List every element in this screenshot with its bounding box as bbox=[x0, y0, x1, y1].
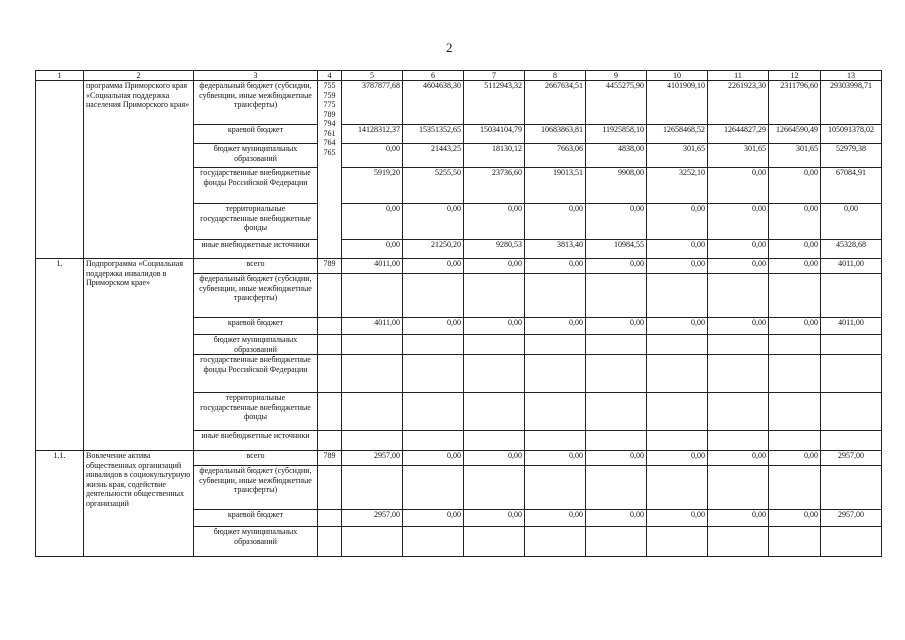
header-cell: 11 bbox=[708, 71, 769, 81]
value-cell bbox=[708, 355, 769, 393]
value-cell bbox=[769, 355, 821, 393]
value-cell bbox=[769, 274, 821, 318]
value-cell bbox=[464, 355, 525, 393]
value-cell bbox=[342, 527, 403, 557]
value-cell bbox=[586, 335, 647, 355]
value-cell: 0,00 bbox=[708, 451, 769, 466]
value-cell: 2957,00 bbox=[342, 510, 403, 527]
value-cell bbox=[342, 274, 403, 318]
value-cell: 0,00 bbox=[708, 510, 769, 527]
value-cell: 0,00 bbox=[464, 451, 525, 466]
value-cell: 0,00 bbox=[464, 204, 525, 240]
header-cell: 1 bbox=[36, 71, 84, 81]
value-cell: 5255,50 bbox=[403, 168, 464, 204]
value-cell bbox=[342, 393, 403, 431]
funding-source: федеральный бюджет (субсидии, субвенции, иные межбюджетные трансферты) bbox=[194, 274, 318, 318]
budget-code bbox=[318, 466, 342, 510]
value-cell: 18130,12 bbox=[464, 144, 525, 168]
value-cell bbox=[586, 393, 647, 431]
value-cell bbox=[403, 393, 464, 431]
value-cell bbox=[525, 274, 586, 318]
value-cell: 7663,06 bbox=[525, 144, 586, 168]
value-cell bbox=[342, 355, 403, 393]
value-cell bbox=[708, 466, 769, 510]
value-cell bbox=[403, 274, 464, 318]
section-number: 1.1. bbox=[36, 451, 84, 557]
value-cell bbox=[708, 393, 769, 431]
value-cell: 0,00 bbox=[464, 259, 525, 274]
header-cell: 12 bbox=[769, 71, 821, 81]
value-cell bbox=[769, 466, 821, 510]
value-cell: 105091378,02 bbox=[821, 125, 882, 144]
value-cell: 4011,00 bbox=[821, 259, 882, 274]
value-cell bbox=[586, 274, 647, 318]
budget-code bbox=[318, 335, 342, 355]
value-cell: 0,00 bbox=[586, 451, 647, 466]
value-cell bbox=[525, 431, 586, 451]
value-cell bbox=[403, 466, 464, 510]
value-cell: 10683863,81 bbox=[525, 125, 586, 144]
value-cell: 301,65 bbox=[708, 144, 769, 168]
value-cell: 0,00 bbox=[647, 204, 708, 240]
value-cell bbox=[525, 527, 586, 557]
table-row bbox=[36, 451, 882, 466]
header-cell: 10 bbox=[647, 71, 708, 81]
value-cell: 0,00 bbox=[647, 451, 708, 466]
budget-code bbox=[318, 527, 342, 557]
value-cell bbox=[708, 274, 769, 318]
value-cell: 12658468,52 bbox=[647, 125, 708, 144]
value-cell: 301,65 bbox=[769, 144, 821, 168]
value-cell bbox=[525, 393, 586, 431]
value-cell: 0,00 bbox=[342, 144, 403, 168]
value-cell: 0,00 bbox=[586, 318, 647, 335]
header-row bbox=[36, 71, 882, 81]
value-cell: 0,00 bbox=[647, 259, 708, 274]
value-cell: 0,00 bbox=[769, 240, 821, 259]
value-cell bbox=[769, 393, 821, 431]
value-cell: 12664590,49 bbox=[769, 125, 821, 144]
value-cell bbox=[647, 466, 708, 510]
value-cell: 5112943,32 bbox=[464, 81, 525, 125]
value-cell: 0,00 bbox=[342, 204, 403, 240]
table-row bbox=[36, 259, 882, 274]
funding-source: территориальные государственные внебюджетные фонды bbox=[194, 204, 318, 240]
value-cell bbox=[342, 431, 403, 451]
value-cell bbox=[586, 466, 647, 510]
value-cell: 14128312,37 bbox=[342, 125, 403, 144]
value-cell: 0,00 bbox=[403, 204, 464, 240]
value-cell: 0,00 bbox=[647, 318, 708, 335]
value-cell bbox=[708, 527, 769, 557]
table-row bbox=[36, 81, 882, 125]
value-cell bbox=[342, 335, 403, 355]
funding-source: бюджет муниципальных образований bbox=[194, 527, 318, 557]
value-cell bbox=[769, 335, 821, 355]
value-cell: 2667634,51 bbox=[525, 81, 586, 125]
value-cell: 0,00 bbox=[586, 204, 647, 240]
funding-source: краевой бюджет bbox=[194, 510, 318, 527]
header-cell: 9 bbox=[586, 71, 647, 81]
value-cell bbox=[464, 274, 525, 318]
value-cell bbox=[586, 527, 647, 557]
value-cell: 4011,00 bbox=[342, 318, 403, 335]
value-cell bbox=[586, 355, 647, 393]
header-cell: 6 bbox=[403, 71, 464, 81]
funding-source: государственные внебюджетные фонды Российской Федерации bbox=[194, 355, 318, 393]
value-cell: 0,00 bbox=[403, 510, 464, 527]
value-cell: 0,00 bbox=[525, 451, 586, 466]
value-cell: 3252,10 bbox=[647, 168, 708, 204]
value-cell: 4455275,90 bbox=[586, 81, 647, 125]
value-cell: 4838,00 bbox=[586, 144, 647, 168]
budget-code bbox=[318, 355, 342, 393]
value-cell: 4011,00 bbox=[821, 318, 882, 335]
value-cell: 67084,91 bbox=[821, 168, 882, 204]
budget-code bbox=[318, 431, 342, 451]
value-cell bbox=[821, 527, 882, 557]
value-cell: 2957,00 bbox=[342, 451, 403, 466]
funding-source: иные внебюджетные источники bbox=[194, 240, 318, 259]
value-cell bbox=[708, 335, 769, 355]
header-cell: 13 bbox=[821, 71, 882, 81]
value-cell bbox=[464, 431, 525, 451]
value-cell: 0,00 bbox=[821, 204, 882, 240]
value-cell: 9280,53 bbox=[464, 240, 525, 259]
funding-source: бюджет муниципальных образований bbox=[194, 335, 318, 355]
funding-source: федеральный бюджет (субсидии, субвенции, иные межбюджетные трансферты) bbox=[194, 81, 318, 125]
value-cell: 15351352,65 bbox=[403, 125, 464, 144]
value-cell: 0,00 bbox=[525, 318, 586, 335]
value-cell: 29303998,71 bbox=[821, 81, 882, 125]
value-cell bbox=[647, 355, 708, 393]
value-cell bbox=[647, 527, 708, 557]
value-cell: 0,00 bbox=[342, 240, 403, 259]
value-cell bbox=[821, 274, 882, 318]
value-cell bbox=[525, 335, 586, 355]
funding-source: всего bbox=[194, 259, 318, 274]
header-cell: 7 bbox=[464, 71, 525, 81]
value-cell bbox=[403, 431, 464, 451]
value-cell bbox=[647, 431, 708, 451]
value-cell: 2311796,60 bbox=[769, 81, 821, 125]
value-cell: 0,00 bbox=[708, 259, 769, 274]
value-cell: 52979,38 bbox=[821, 144, 882, 168]
value-cell: 0,00 bbox=[647, 240, 708, 259]
funding-source: краевой бюджет bbox=[194, 125, 318, 144]
value-cell: 0,00 bbox=[464, 318, 525, 335]
value-cell bbox=[586, 431, 647, 451]
section-name: Подпрограмма «Социальная поддержка инвалидов в Приморском крае» bbox=[84, 259, 194, 451]
value-cell: 0,00 bbox=[464, 510, 525, 527]
value-cell: 0,00 bbox=[586, 259, 647, 274]
value-cell bbox=[464, 335, 525, 355]
value-cell: 0,00 bbox=[708, 204, 769, 240]
value-cell bbox=[647, 335, 708, 355]
funding-source: иные внебюджетные источники bbox=[194, 431, 318, 451]
budget-code: 789 bbox=[318, 259, 342, 274]
value-cell bbox=[464, 466, 525, 510]
value-cell: 3787877,68 bbox=[342, 81, 403, 125]
value-cell: 2261923,30 bbox=[708, 81, 769, 125]
budget-code bbox=[318, 393, 342, 431]
section-name: программа Приморского края «Социальная поддержка населения Приморского края» bbox=[84, 81, 194, 259]
header-cell: 2 bbox=[84, 71, 194, 81]
value-cell: 0,00 bbox=[708, 240, 769, 259]
header-cell: 5 bbox=[342, 71, 403, 81]
value-cell: 11925858,10 bbox=[586, 125, 647, 144]
value-cell: 0,00 bbox=[525, 204, 586, 240]
value-cell bbox=[647, 393, 708, 431]
value-cell: 21443,25 bbox=[403, 144, 464, 168]
value-cell bbox=[403, 335, 464, 355]
budget-code bbox=[318, 318, 342, 335]
budget-codes: 755 759 775 789 794 761 764 765 bbox=[318, 81, 342, 259]
funding-source: бюджет муниципальных образований bbox=[194, 144, 318, 168]
section-number: 1. bbox=[36, 259, 84, 451]
value-cell bbox=[464, 393, 525, 431]
header-cell: 8 bbox=[525, 71, 586, 81]
value-cell bbox=[821, 355, 882, 393]
section-number bbox=[36, 81, 84, 259]
value-cell: 45328,68 bbox=[821, 240, 882, 259]
value-cell bbox=[821, 335, 882, 355]
section-name: Вовлечение актива общественных организаций инвалидов в социокультурную жизнь края, содействие деятельности общественных организаций bbox=[84, 451, 194, 557]
value-cell: 5919,20 bbox=[342, 168, 403, 204]
value-cell bbox=[342, 466, 403, 510]
value-cell: 0,00 bbox=[769, 510, 821, 527]
value-cell: 0,00 bbox=[769, 318, 821, 335]
value-cell: 0,00 bbox=[403, 259, 464, 274]
funding-source: федеральный бюджет (субсидии, субвенции, иные межбюджетные трансферты) bbox=[194, 466, 318, 510]
funding-source: всего bbox=[194, 451, 318, 466]
value-cell: 4101909,10 bbox=[647, 81, 708, 125]
value-cell bbox=[821, 431, 882, 451]
funding-source: территориальные государственные внебюджетные фонды bbox=[194, 393, 318, 431]
value-cell: 3813,40 bbox=[525, 240, 586, 259]
header-cell: 4 bbox=[318, 71, 342, 81]
value-cell: 0,00 bbox=[647, 510, 708, 527]
budget-code bbox=[318, 274, 342, 318]
value-cell bbox=[525, 466, 586, 510]
value-cell: 21250,20 bbox=[403, 240, 464, 259]
value-cell bbox=[821, 466, 882, 510]
value-cell bbox=[464, 527, 525, 557]
value-cell: 23736,60 bbox=[464, 168, 525, 204]
header-cell: 3 bbox=[194, 71, 318, 81]
value-cell: 19013,51 bbox=[525, 168, 586, 204]
value-cell: 4604638,30 bbox=[403, 81, 464, 125]
funding-source: краевой бюджет bbox=[194, 318, 318, 335]
value-cell: 0,00 bbox=[769, 168, 821, 204]
value-cell bbox=[403, 527, 464, 557]
value-cell bbox=[525, 355, 586, 393]
value-cell: 2957,00 bbox=[821, 510, 882, 527]
value-cell: 0,00 bbox=[769, 204, 821, 240]
value-cell: 0,00 bbox=[769, 451, 821, 466]
value-cell: 12644827,29 bbox=[708, 125, 769, 144]
funding-source: государственные внебюджетные фонды Российской Федерации bbox=[194, 168, 318, 204]
value-cell: 0,00 bbox=[525, 510, 586, 527]
budget-code bbox=[318, 510, 342, 527]
value-cell: 0,00 bbox=[403, 451, 464, 466]
value-cell: 301,65 bbox=[647, 144, 708, 168]
value-cell: 0,00 bbox=[708, 168, 769, 204]
value-cell bbox=[769, 431, 821, 451]
value-cell bbox=[821, 393, 882, 431]
value-cell: 0,00 bbox=[708, 318, 769, 335]
value-cell: 0,00 bbox=[525, 259, 586, 274]
budget-code: 789 bbox=[318, 451, 342, 466]
value-cell: 0,00 bbox=[586, 510, 647, 527]
value-cell: 10984,55 bbox=[586, 240, 647, 259]
value-cell bbox=[403, 355, 464, 393]
value-cell bbox=[769, 527, 821, 557]
budget-table bbox=[35, 70, 882, 557]
value-cell: 2957,00 bbox=[821, 451, 882, 466]
value-cell bbox=[708, 431, 769, 451]
value-cell bbox=[647, 274, 708, 318]
value-cell: 0,00 bbox=[403, 318, 464, 335]
value-cell: 9908,00 bbox=[586, 168, 647, 204]
value-cell: 0,00 bbox=[769, 259, 821, 274]
page-number: 2 bbox=[446, 40, 453, 55]
value-cell: 4011,00 bbox=[342, 259, 403, 274]
value-cell: 15034104,79 bbox=[464, 125, 525, 144]
